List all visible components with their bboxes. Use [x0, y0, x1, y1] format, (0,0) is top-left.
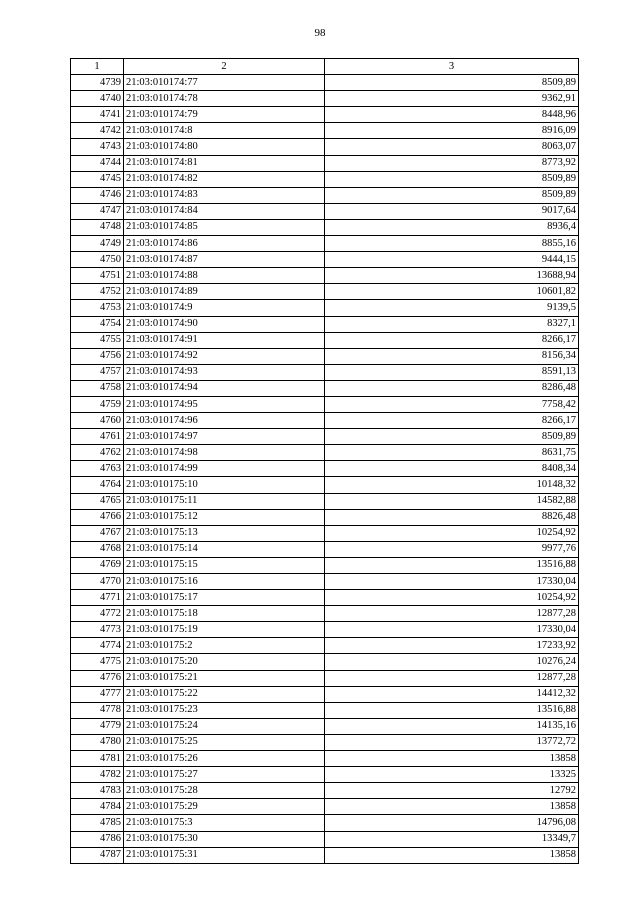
value-cell: 8855,16 — [325, 236, 579, 252]
row-number-cell: 4782 — [71, 767, 124, 783]
table-row — [71, 799, 579, 815]
row-number-cell: 4771 — [71, 590, 124, 606]
value-cell: 14582,88 — [325, 493, 579, 509]
value-cell: 12877,28 — [325, 670, 579, 686]
cadastral-number-cell: 21:03:010175:27 — [124, 767, 325, 783]
row-number-cell: 4743 — [71, 139, 124, 155]
row-number-cell: 4749 — [71, 236, 124, 252]
value-cell: 17330,04 — [325, 574, 579, 590]
column-header-2: 2 — [124, 59, 325, 75]
value-cell: 13516,88 — [325, 702, 579, 718]
value-cell: 8156,34 — [325, 348, 579, 364]
cadastral-number-cell: 21:03:010175:14 — [124, 541, 325, 557]
cadastral-number-cell: 21:03:010175:15 — [124, 557, 325, 573]
cadastral-number-cell: 21:03:010175:18 — [124, 606, 325, 622]
cadastral-number-cell: 21:03:010175:23 — [124, 702, 325, 718]
table-row — [71, 461, 579, 477]
value-cell: 13772,72 — [325, 734, 579, 750]
value-cell: 9017,64 — [325, 203, 579, 219]
value-cell: 8327,1 — [325, 316, 579, 332]
row-number-cell: 4757 — [71, 364, 124, 380]
value-cell: 10148,32 — [325, 477, 579, 493]
table-row — [71, 268, 579, 284]
row-number-cell: 4785 — [71, 815, 124, 831]
cadastral-number-cell: 21:03:010175:30 — [124, 831, 325, 847]
cadastral-number-cell: 21:03:010174:86 — [124, 236, 325, 252]
value-cell: 10601,82 — [325, 284, 579, 300]
cadastral-number-cell: 21:03:010174:97 — [124, 429, 325, 445]
cadastral-number-cell: 21:03:010175:11 — [124, 493, 325, 509]
value-cell: 13858 — [325, 847, 579, 863]
row-number-cell: 4763 — [71, 461, 124, 477]
row-number-cell: 4759 — [71, 396, 124, 412]
row-number-cell: 4780 — [71, 734, 124, 750]
table-row — [71, 815, 579, 831]
table-row — [71, 91, 579, 107]
table-row — [71, 75, 579, 91]
cadastral-number-cell: 21:03:010175:16 — [124, 574, 325, 590]
cadastral-number-cell: 21:03:010175:22 — [124, 686, 325, 702]
row-number-cell: 4750 — [71, 252, 124, 268]
table-row — [71, 557, 579, 573]
table-row — [71, 541, 579, 557]
cadastral-number-cell: 21:03:010175:13 — [124, 525, 325, 541]
cadastral-number-cell: 21:03:010174:77 — [124, 75, 325, 91]
row-number-cell: 4740 — [71, 91, 124, 107]
value-cell: 10254,92 — [325, 525, 579, 541]
table-row — [71, 783, 579, 799]
row-number-cell: 4787 — [71, 847, 124, 863]
cadastral-number-cell: 21:03:010174:78 — [124, 91, 325, 107]
value-cell: 8509,89 — [325, 429, 579, 445]
cadastral-number-cell: 21:03:010175:20 — [124, 654, 325, 670]
row-number-cell: 4770 — [71, 574, 124, 590]
row-number-cell: 4753 — [71, 300, 124, 316]
cadastral-number-cell: 21:03:010174:88 — [124, 268, 325, 284]
table-row — [71, 718, 579, 734]
table-row — [71, 606, 579, 622]
cadastral-number-cell: 21:03:010174:96 — [124, 413, 325, 429]
value-cell: 13325 — [325, 767, 579, 783]
cadastral-number-cell: 21:03:010174:98 — [124, 445, 325, 461]
table-row — [71, 445, 579, 461]
table-row — [71, 686, 579, 702]
cadastral-number-cell: 21:03:010175:3 — [124, 815, 325, 831]
row-number-cell: 4783 — [71, 783, 124, 799]
row-number-cell: 4762 — [71, 445, 124, 461]
table-row — [71, 622, 579, 638]
table-row — [71, 509, 579, 525]
table-row — [71, 171, 579, 187]
value-cell: 13349,7 — [325, 831, 579, 847]
cadastral-number-cell: 21:03:010175:21 — [124, 670, 325, 686]
row-number-cell: 4744 — [71, 155, 124, 171]
table-row — [71, 364, 579, 380]
value-cell: 14412,32 — [325, 686, 579, 702]
cadastral-number-cell: 21:03:010175:26 — [124, 751, 325, 767]
row-number-cell: 4767 — [71, 525, 124, 541]
value-cell: 13858 — [325, 799, 579, 815]
value-cell: 13688,94 — [325, 268, 579, 284]
table-row — [71, 107, 579, 123]
value-cell: 8509,89 — [325, 75, 579, 91]
cadastral-number-cell: 21:03:010174:81 — [124, 155, 325, 171]
row-number-cell: 4774 — [71, 638, 124, 654]
value-cell: 13858 — [325, 751, 579, 767]
cadastral-number-cell: 21:03:010174:83 — [124, 187, 325, 203]
row-number-cell: 4784 — [71, 799, 124, 815]
table-row — [71, 348, 579, 364]
cadastral-number-cell: 21:03:010175:29 — [124, 799, 325, 815]
row-number-cell: 4777 — [71, 686, 124, 702]
cadastral-number-cell: 21:03:010175:17 — [124, 590, 325, 606]
value-cell: 8631,75 — [325, 445, 579, 461]
header-row — [71, 59, 579, 75]
cadastral-number-cell: 21:03:010174:89 — [124, 284, 325, 300]
cadastral-number-cell: 21:03:010174:99 — [124, 461, 325, 477]
value-cell: 8408,34 — [325, 461, 579, 477]
cadastral-number-cell: 21:03:010174:8 — [124, 123, 325, 139]
table-row — [71, 767, 579, 783]
page-number: 98 — [314, 27, 326, 39]
column-header-1: 1 — [71, 59, 124, 75]
value-cell: 8286,48 — [325, 380, 579, 396]
cadastral-number-cell: 21:03:010175:25 — [124, 734, 325, 750]
value-cell: 8063,07 — [325, 139, 579, 155]
row-number-cell: 4754 — [71, 316, 124, 332]
value-cell: 9139,5 — [325, 300, 579, 316]
table-row — [71, 252, 579, 268]
table-row — [71, 638, 579, 654]
table-row — [71, 590, 579, 606]
row-number-cell: 4768 — [71, 541, 124, 557]
cadastral-number-cell: 21:03:010175:12 — [124, 509, 325, 525]
data-table — [70, 58, 579, 864]
table-row — [71, 831, 579, 847]
value-cell: 8509,89 — [325, 187, 579, 203]
table-row — [71, 203, 579, 219]
value-cell: 7758,42 — [325, 396, 579, 412]
value-cell: 9977,76 — [325, 541, 579, 557]
cadastral-number-cell: 21:03:010174:92 — [124, 348, 325, 364]
table-row — [71, 380, 579, 396]
cadastral-number-cell: 21:03:010174:79 — [124, 107, 325, 123]
value-cell: 8266,17 — [325, 413, 579, 429]
table-row — [71, 734, 579, 750]
cadastral-number-cell: 21:03:010174:93 — [124, 364, 325, 380]
row-number-cell: 4746 — [71, 187, 124, 203]
value-cell: 13516,88 — [325, 557, 579, 573]
row-number-cell: 4745 — [71, 171, 124, 187]
row-number-cell: 4764 — [71, 477, 124, 493]
cadastral-number-cell: 21:03:010175:2 — [124, 638, 325, 654]
value-cell: 8509,89 — [325, 171, 579, 187]
table-row — [71, 654, 579, 670]
cadastral-number-cell: 21:03:010174:84 — [124, 203, 325, 219]
table-row — [71, 300, 579, 316]
value-cell: 17233,92 — [325, 638, 579, 654]
row-number-cell: 4772 — [71, 606, 124, 622]
table-row — [71, 332, 579, 348]
value-cell: 9444,15 — [325, 252, 579, 268]
cadastral-number-cell: 21:03:010175:31 — [124, 847, 325, 863]
cadastral-number-cell: 21:03:010174:9 — [124, 300, 325, 316]
table-body — [71, 75, 579, 864]
table-row — [71, 396, 579, 412]
row-number-cell: 4773 — [71, 622, 124, 638]
row-number-cell: 4779 — [71, 718, 124, 734]
table-header — [71, 59, 579, 75]
table-row — [71, 477, 579, 493]
table-row — [71, 670, 579, 686]
value-cell: 8266,17 — [325, 332, 579, 348]
value-cell: 8591,13 — [325, 364, 579, 380]
value-cell: 8826,48 — [325, 509, 579, 525]
value-cell: 14135,16 — [325, 718, 579, 734]
cadastral-number-cell: 21:03:010174:90 — [124, 316, 325, 332]
table-row — [71, 574, 579, 590]
cadastral-number-cell: 21:03:010174:95 — [124, 396, 325, 412]
table-row — [71, 702, 579, 718]
row-number-cell: 4769 — [71, 557, 124, 573]
cadastral-number-cell: 21:03:010174:87 — [124, 252, 325, 268]
row-number-cell: 4756 — [71, 348, 124, 364]
cadastral-number-cell: 21:03:010174:80 — [124, 139, 325, 155]
cadastral-number-cell: 21:03:010174:91 — [124, 332, 325, 348]
row-number-cell: 4776 — [71, 670, 124, 686]
value-cell: 8916,09 — [325, 123, 579, 139]
value-cell: 14796,08 — [325, 815, 579, 831]
row-number-cell: 4765 — [71, 493, 124, 509]
table-row — [71, 236, 579, 252]
row-number-cell: 4755 — [71, 332, 124, 348]
row-number-cell: 4781 — [71, 751, 124, 767]
row-number-cell: 4761 — [71, 429, 124, 445]
row-number-cell: 4739 — [71, 75, 124, 91]
table-row — [71, 847, 579, 863]
table-row — [71, 525, 579, 541]
table-row — [71, 751, 579, 767]
table-row — [71, 123, 579, 139]
table-row — [71, 155, 579, 171]
cadastral-number-cell: 21:03:010175:10 — [124, 477, 325, 493]
row-number-cell: 4742 — [71, 123, 124, 139]
row-number-cell: 4741 — [71, 107, 124, 123]
value-cell: 10254,92 — [325, 590, 579, 606]
table-row — [71, 284, 579, 300]
column-header-3: 3 — [325, 59, 579, 75]
table-row — [71, 316, 579, 332]
table-row — [71, 187, 579, 203]
value-cell: 12877,28 — [325, 606, 579, 622]
row-number-cell: 4752 — [71, 284, 124, 300]
value-cell: 9362,91 — [325, 91, 579, 107]
cadastral-number-cell: 21:03:010175:19 — [124, 622, 325, 638]
row-number-cell: 4778 — [71, 702, 124, 718]
table-row — [71, 493, 579, 509]
cadastral-number-cell: 21:03:010174:85 — [124, 219, 325, 235]
value-cell: 8936,4 — [325, 219, 579, 235]
cadastral-number-cell: 21:03:010174:94 — [124, 380, 325, 396]
table-row — [71, 413, 579, 429]
row-number-cell: 4766 — [71, 509, 124, 525]
cadastral-number-cell: 21:03:010174:82 — [124, 171, 325, 187]
value-cell: 8773,92 — [325, 155, 579, 171]
row-number-cell: 4760 — [71, 413, 124, 429]
row-number-cell: 4775 — [71, 654, 124, 670]
row-number-cell: 4747 — [71, 203, 124, 219]
value-cell: 8448,96 — [325, 107, 579, 123]
table-row — [71, 429, 579, 445]
row-number-cell: 4748 — [71, 219, 124, 235]
row-number-cell: 4751 — [71, 268, 124, 284]
row-number-cell: 4786 — [71, 831, 124, 847]
value-cell: 17330,04 — [325, 622, 579, 638]
value-cell: 12792 — [325, 783, 579, 799]
cadastral-number-cell: 21:03:010175:28 — [124, 783, 325, 799]
cadastral-number-cell: 21:03:010175:24 — [124, 718, 325, 734]
table-row — [71, 219, 579, 235]
table-row — [71, 139, 579, 155]
value-cell: 10276,24 — [325, 654, 579, 670]
row-number-cell: 4758 — [71, 380, 124, 396]
